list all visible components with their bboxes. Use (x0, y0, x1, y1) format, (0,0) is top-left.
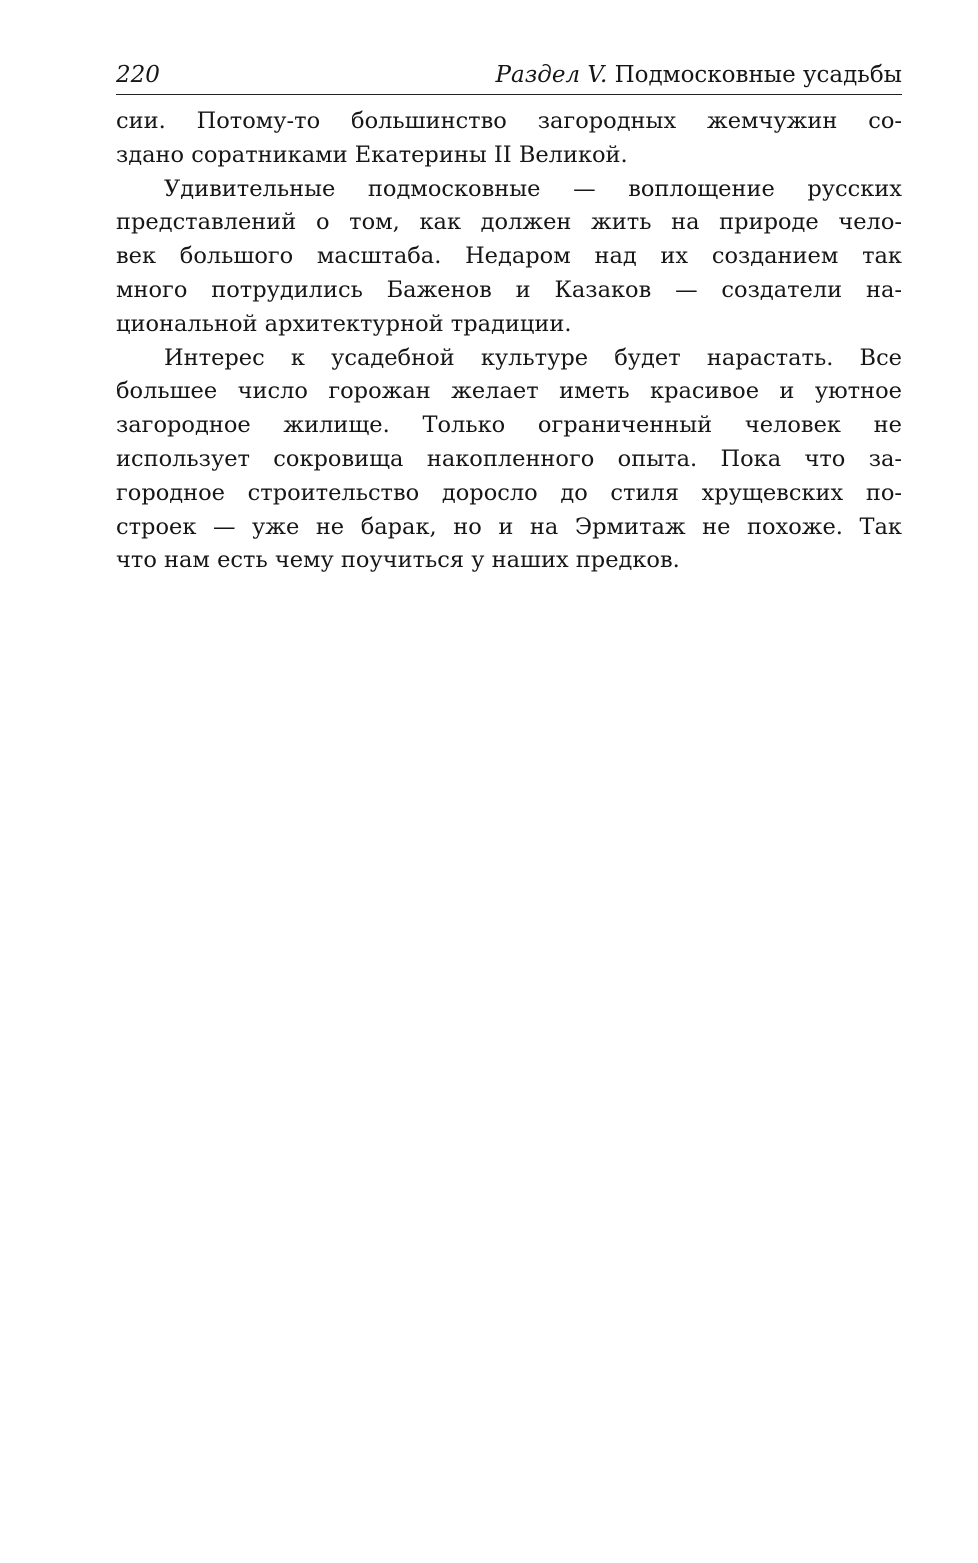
text-line: городное строительство доросло до стиля хрущевских по- (116, 479, 902, 506)
paragraph-3 (116, 342, 902, 579)
paragraph-1 (116, 105, 902, 173)
paragraph-2 (116, 173, 902, 342)
section-heading (496, 58, 902, 92)
text-line: век большого масштаба. Недаром над их созданием так (116, 243, 902, 270)
text-line: циональной архитектурной традиции. (116, 310, 572, 337)
running-head (116, 58, 902, 95)
text-line: большее число горожан желает иметь красивое и уютное (116, 378, 902, 405)
text-line: Удивительные подмосковные — воплощение русских (164, 175, 902, 202)
text-line: сии. Потому-то большинство загородных жемчужин со- (116, 108, 902, 134)
text-line: загородное жилище. Только ограниченный человек не (116, 412, 902, 439)
text-line: строек — уже не барак, но и на Эрмитаж не похоже. Так (116, 513, 902, 540)
section-title: Подмосковные усадьбы (614, 62, 902, 88)
text-line: представлений о том, как должен жить на природе чело- (116, 209, 902, 236)
page-number: 220 (116, 62, 160, 88)
text-line: использует сокровища накопленного опыта. Пока что за- (116, 445, 902, 472)
text-line: много потрудились Баженов и Казаков — создатели на- (116, 276, 902, 303)
body-text (116, 105, 902, 578)
text-line: Интерес к усадебной культуре будет нарастать. Все (164, 344, 902, 371)
book-page (116, 58, 902, 578)
section-label: Раздел V. (495, 62, 608, 88)
text-line: что нам есть чему поучиться у наших предков. (116, 547, 680, 574)
text-line: здано соратниками Екатерины II Великой. (116, 141, 628, 168)
